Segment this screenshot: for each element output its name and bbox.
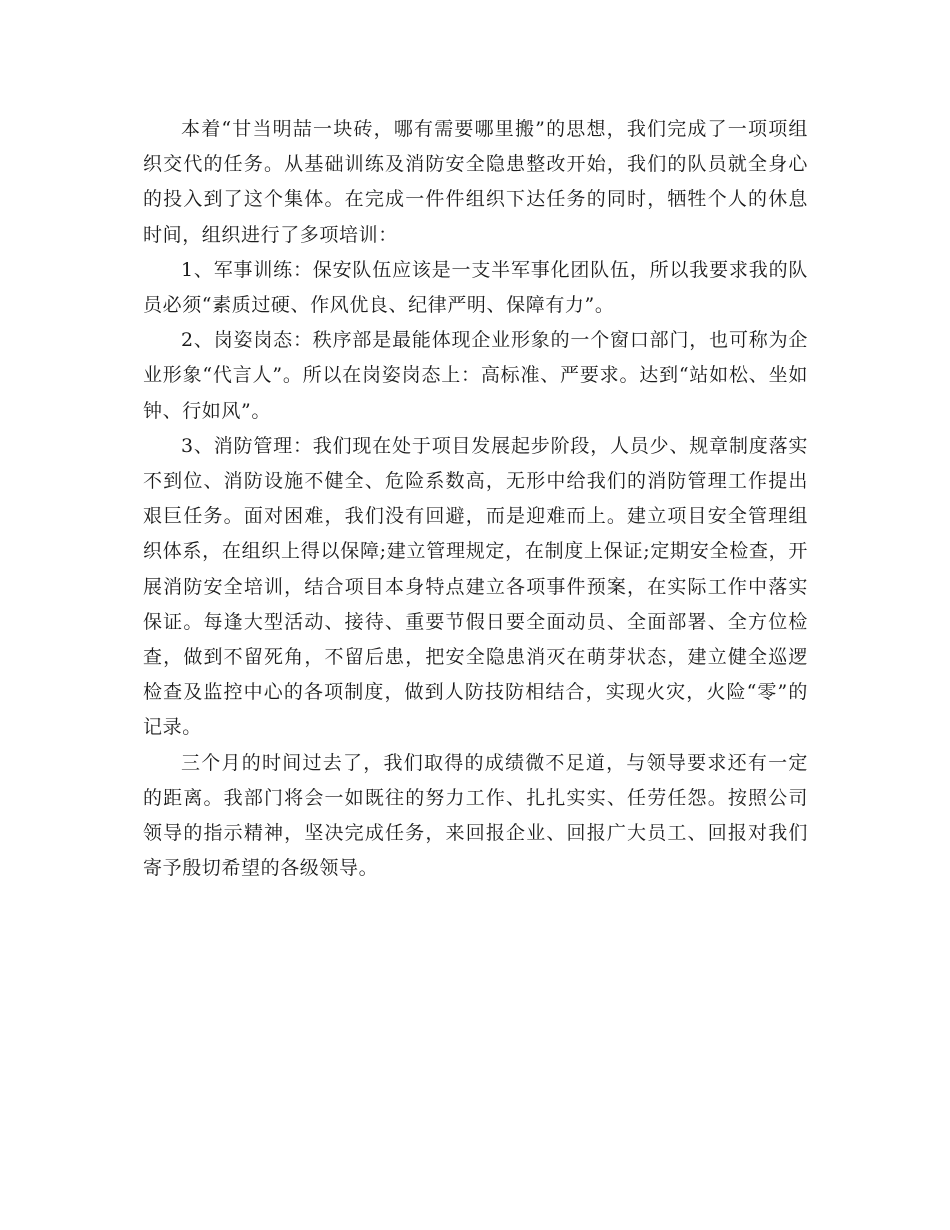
paragraph-conclusion: 三个月的时间过去了，我们取得的成绩微不足道，与领导要求还有一定的距离。我部门将会一如既往的努力工作、扎扎实实、任劳任怨。按照公司领导的指示精神，坚决完成任务，来回报企业、回报广大员工、回报对我们寄予殷切希望的各级领导。: [143, 751, 808, 880]
paragraph-military-training: 1、军事训练：保安队伍应该是一支半军事化团队伍，所以我要求我的队员必须“素质过硬、作风优良、纪律严明、保障有力”。: [143, 258, 808, 317]
paragraph-posture: 2、岗姿岗态：秩序部是最能体现企业形象的一个窗口部门，也可称为企业形象“代言人”。所以在岗姿岗态上：高标准、严要求。达到“站如松、坐如钟、行如风”。: [143, 329, 808, 422]
paragraph-intro: 本着“甘当明喆一块砖，哪有需要哪里搬”的思想，我们完成了一项项组织交代的任务。从基础训练及消防安全隐患整改开始，我们的队员就全身心的投入到了这个集体。在完成一件件组织下达任务的同时，牺牲个人的休息时间，组织进行了多项培训：: [143, 118, 808, 246]
paragraph-fire-management: 3、消防管理：我们现在处于项目发展起步阶段，人员少、规章制度落实不到位、消防设施不健全、危险系数高，无形中给我们的消防管理工作提出艰巨任务。面对困难，我们没有回避，而是迎难而上。建立项目安全管理组织体系，在组织上得以保障;建立管理规定，在制度上保证;定期安全检查，开展消防安全培训，结合项目本身特点建立各项事件预案，在实际工作中落实保证。每逢大型活动、接待、重要节假日要全面动员、全面部署、全方位检查，做到不留死角，不留后患，把安全隐患消灭在萌芽状态，建立健全巡逻检查及监控中心的各项制度，做到人防技防相结合，实现火灾，火险“零”的记录。: [143, 434, 808, 739]
document-body: [143, 112, 808, 886]
